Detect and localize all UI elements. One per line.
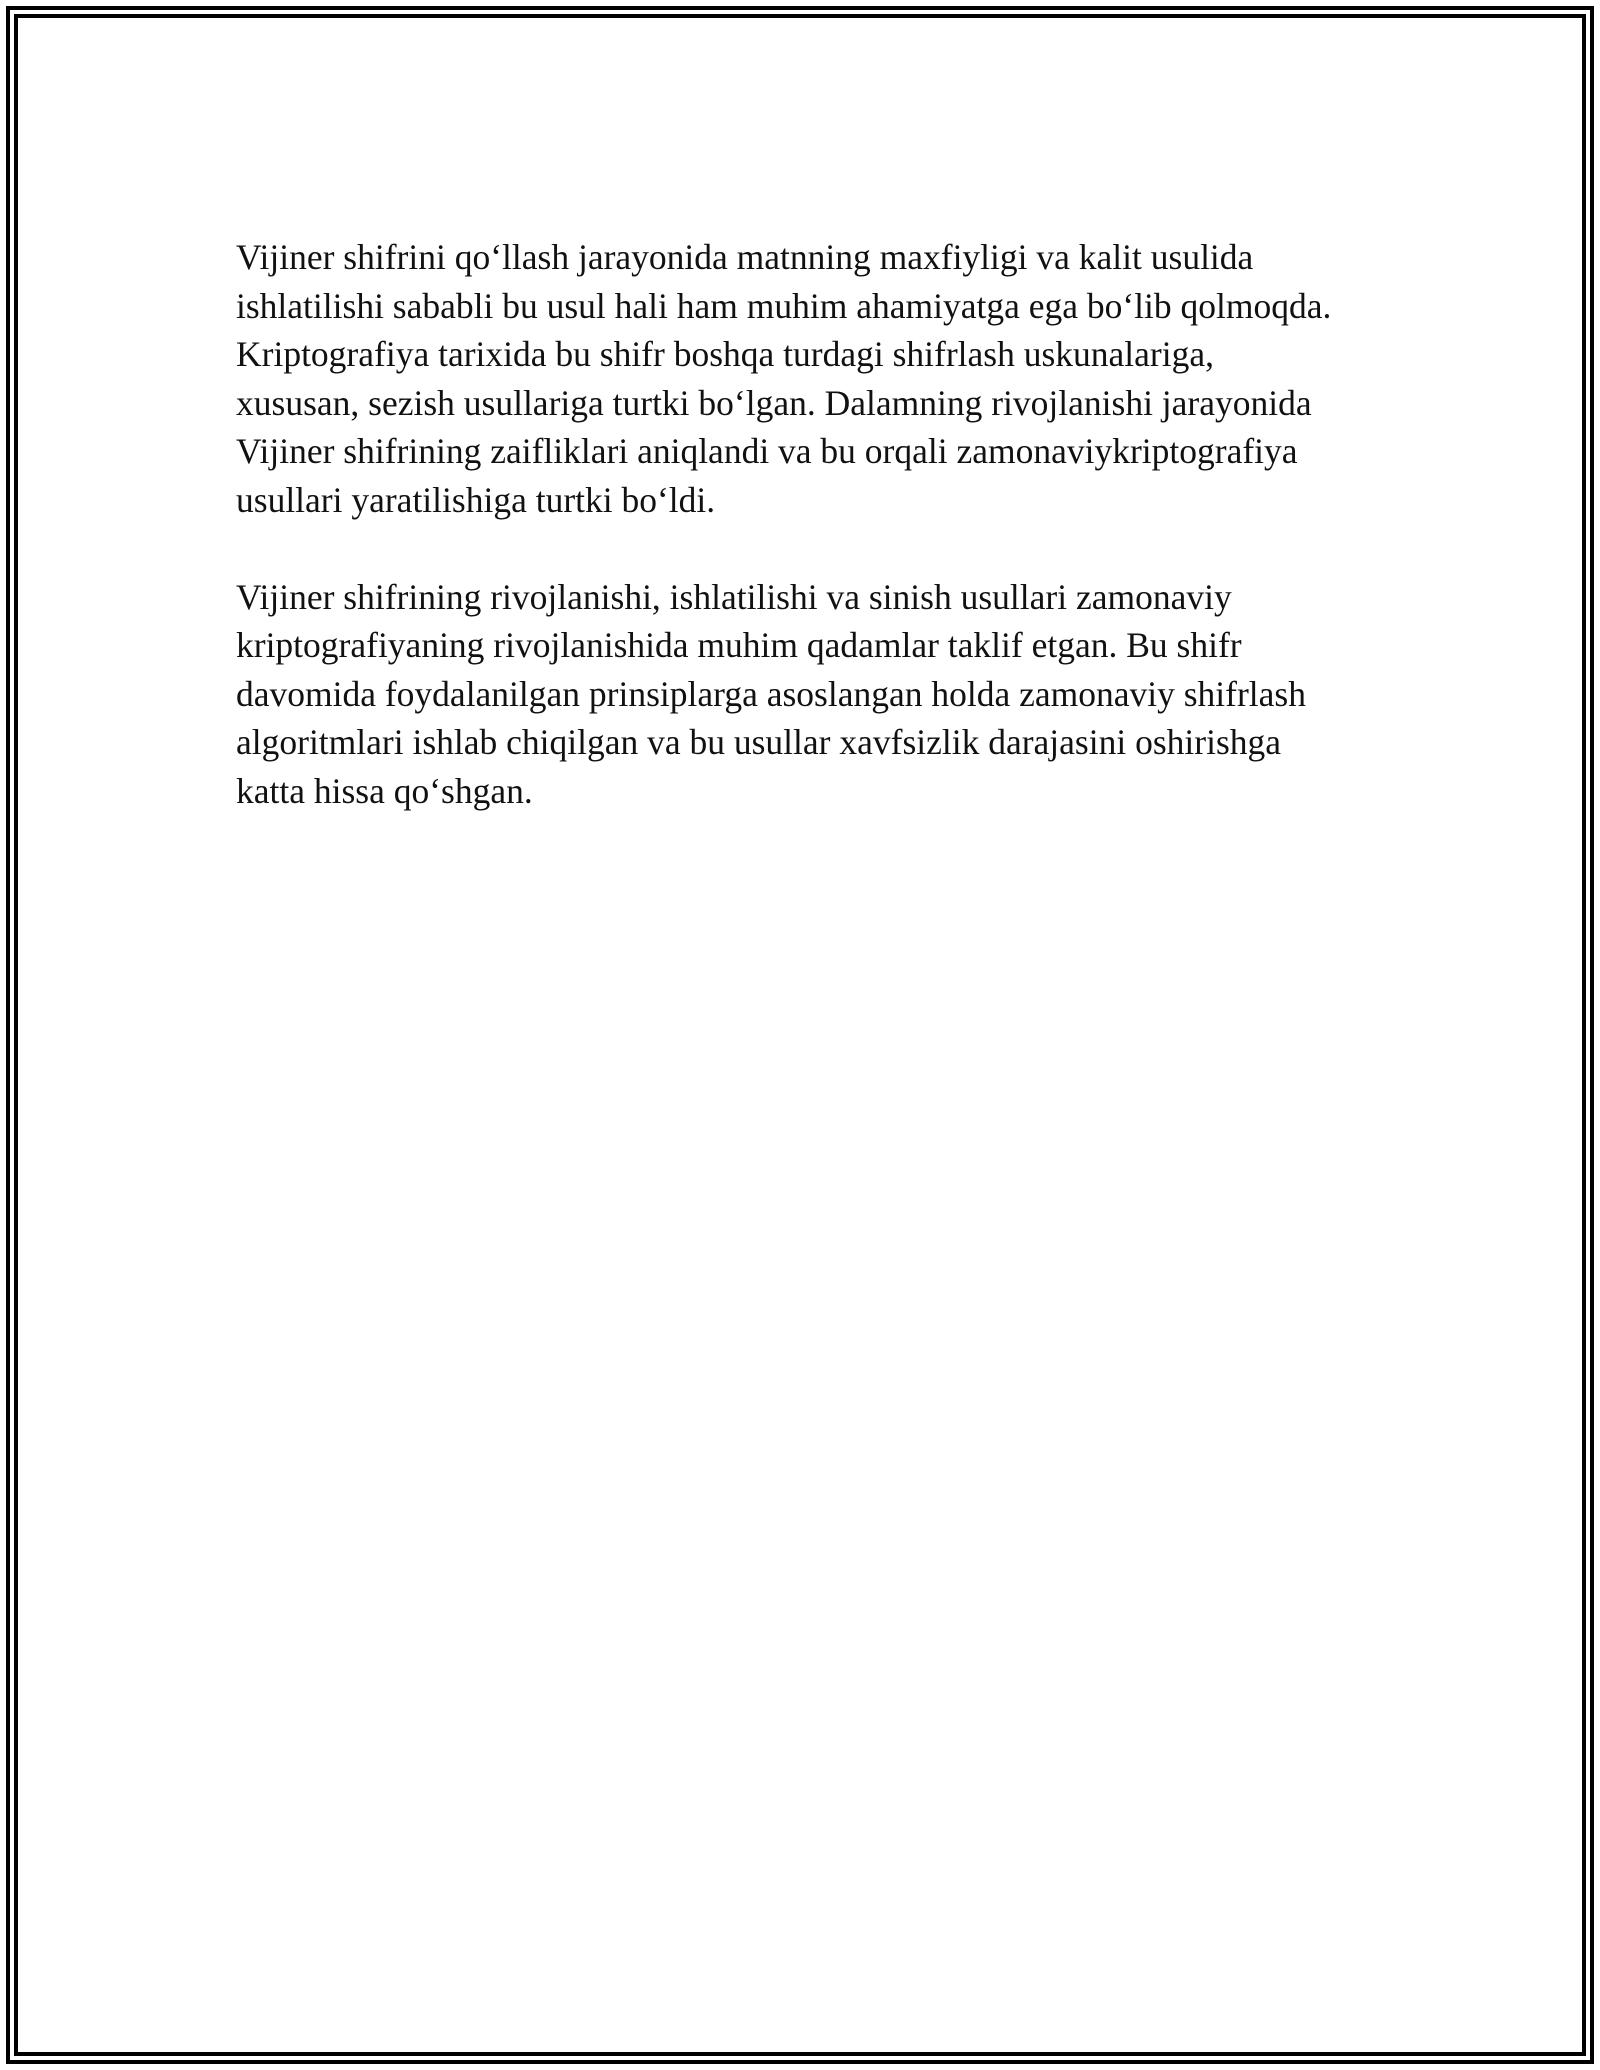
document-body: [236, 233, 1416, 815]
paragraph-1: Vijiner shifrini qo‘llash jarayonida matnning maxfiyligi va kalit usulida ishlatilishi sababli bu usul hali ham muhim ahamiyatga ega bo‘lib qolmoqda. Kriptografiya tarixida bu shifr boshqa turdagi shifrlash uskunalariga, xususan, sezish usullariga turtki bo‘lgan. Dalamning rivojlanishi jarayonida Vijiner shifrining zaifliklari aniqlandi va bu orqali zamonaviykriptografiya usullari yaratilishiga turtki bo‘ldi.: [236, 237, 1332, 520]
paragraph-2: Vijiner shifrining rivojlanishi, ishlatilishi va sinish usullari zamonaviy kriptografiyaning rivojlanishida muhim qadamlar taklif etgan. Bu shifr davomida foydalanilgan prinsiplarga asoslangan holda zamonaviy shifrlash algoritmlari ishlab chiqilgan va bu usullar xavfsizlik darajasini oshirishga katta hissa qo‘shgan.: [236, 576, 1306, 811]
